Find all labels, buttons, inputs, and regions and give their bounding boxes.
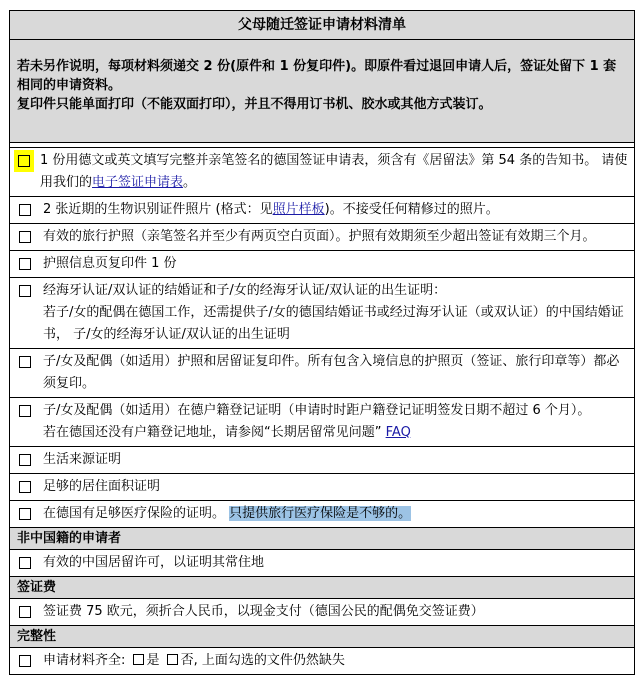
checklist-item-chinese-residence-permit [10, 550, 634, 577]
intro-notes [10, 40, 634, 143]
checkbox[interactable] [19, 606, 31, 618]
checklist-item-application-form [10, 148, 634, 197]
item-text: 签证费 75 欧元，须折合人民币，以现金支付（德国公民的配偶免交签证费） [43, 604, 484, 619]
checklist-item-health-insurance [10, 501, 634, 528]
checklist-item-certificates [10, 278, 634, 349]
item-text-detail: 若子/女的配偶在德国工作，还需提供子/女的德国结婚证书或经过海牙认证（或双认证）的中国结婚证书， 子/女的经海牙认证/双认证的出生证明 [43, 305, 624, 342]
checklist-item-residence-permit-copies [10, 349, 634, 398]
highlight-marker [14, 150, 34, 172]
checkbox[interactable] [19, 405, 31, 417]
item-text-end: )。不接受任何精修过的照片。 [324, 202, 499, 217]
item-text: 2 张近期的生物识别证件照片 (格式：见 [43, 202, 273, 217]
photo-sample-link[interactable]: 照片样板 [272, 202, 325, 217]
online-form-link[interactable]: 电子签证申请表 [92, 175, 184, 190]
checklist-item-passport [10, 224, 634, 251]
section-heading-completeness: 完整性 [10, 626, 634, 648]
checklist-item-living-space [10, 474, 634, 501]
item-text: 有效的中国居留许可，以证明其常住地 [43, 555, 265, 570]
item-text: 1 份用德文或英文填写完整并亲笔签名的德国签证申请表，须含有《居留法》第 54 条的告知书。 请使用我们的 [40, 153, 628, 190]
item-text-detail: 若在德国还没有户籍登记地址，请参阅“长期居留常见问题” [43, 425, 382, 440]
checkbox[interactable] [19, 655, 31, 667]
item-text: 足够的居住面积证明 [43, 479, 161, 494]
checkbox[interactable] [19, 285, 31, 297]
document-title: 父母随迁签证申请材料清单 [10, 11, 634, 40]
intro-line-printing: 复印件只能单面打印（不能双面打印），并且不得用订书机、胶水或其他方式装订。 [17, 97, 492, 112]
checkbox[interactable] [19, 557, 31, 569]
checkbox[interactable] [18, 155, 30, 167]
section-heading-fee: 签证费 [10, 577, 634, 599]
highlighted-note: 只提供旅行医疗保险是不够的。 [229, 506, 412, 521]
item-text: 经海牙认证/双认证的结婚证和子/女的经海牙认证/双认证的出生证明： [43, 283, 447, 298]
faq-link[interactable]: FAQ [385, 425, 411, 440]
checkbox[interactable] [19, 481, 31, 493]
item-text: 护照信息页复印件 1 份 [43, 256, 177, 271]
checklist-item-completeness [10, 648, 634, 674]
yes-label: 是 [146, 653, 160, 668]
checklist-document [9, 10, 635, 675]
checklist-item-photos [10, 197, 634, 224]
section-heading-non-chinese: 非中国籍的申请者 [10, 528, 634, 550]
intro-line-copies: 若未另作说明，每项材料须递交 2 份(原件和 1 份复印件)。即原件看过退回申请人后，签证处留下 1 套相同的申请资料。 [17, 59, 617, 93]
checklist-item-registration-certificate [10, 398, 634, 447]
completeness-label: 申请材料齐全: [43, 653, 130, 668]
no-label: 否, 上面勾选的文件仍然缺失 [180, 653, 345, 668]
checkbox[interactable] [19, 231, 31, 243]
checkbox[interactable] [19, 454, 31, 466]
checklist-item-passport-copy [10, 251, 634, 278]
item-text-end: 。 [183, 175, 197, 190]
checkbox[interactable] [19, 258, 31, 270]
yes-checkbox[interactable] [133, 654, 144, 665]
item-text: 在德国有足够医疗保险的证明。 [43, 506, 226, 521]
checkbox[interactable] [19, 204, 31, 216]
checklist-item-financial-proof [10, 447, 634, 474]
item-text: 生活来源证明 [43, 452, 122, 467]
checkbox[interactable] [19, 356, 31, 368]
checklist-item-visa-fee [10, 599, 634, 626]
item-text: 有效的旅行护照（亲笔签名并至少有两页空白页面）。护照有效期须至少超出签证有效期三个月。 [43, 229, 596, 244]
checkbox[interactable] [19, 508, 31, 520]
no-checkbox[interactable] [167, 654, 178, 665]
item-text: 子/女及配偶（如适用）在德户籍登记证明（申请时时距户籍登记证明签发日期不超过 6 个月）。 [43, 403, 591, 418]
item-text: 子/女及配偶（如适用）护照和居留证复印件。所有包含入境信息的护照页（签证、旅行印章等）都必须复印。 [43, 354, 620, 391]
